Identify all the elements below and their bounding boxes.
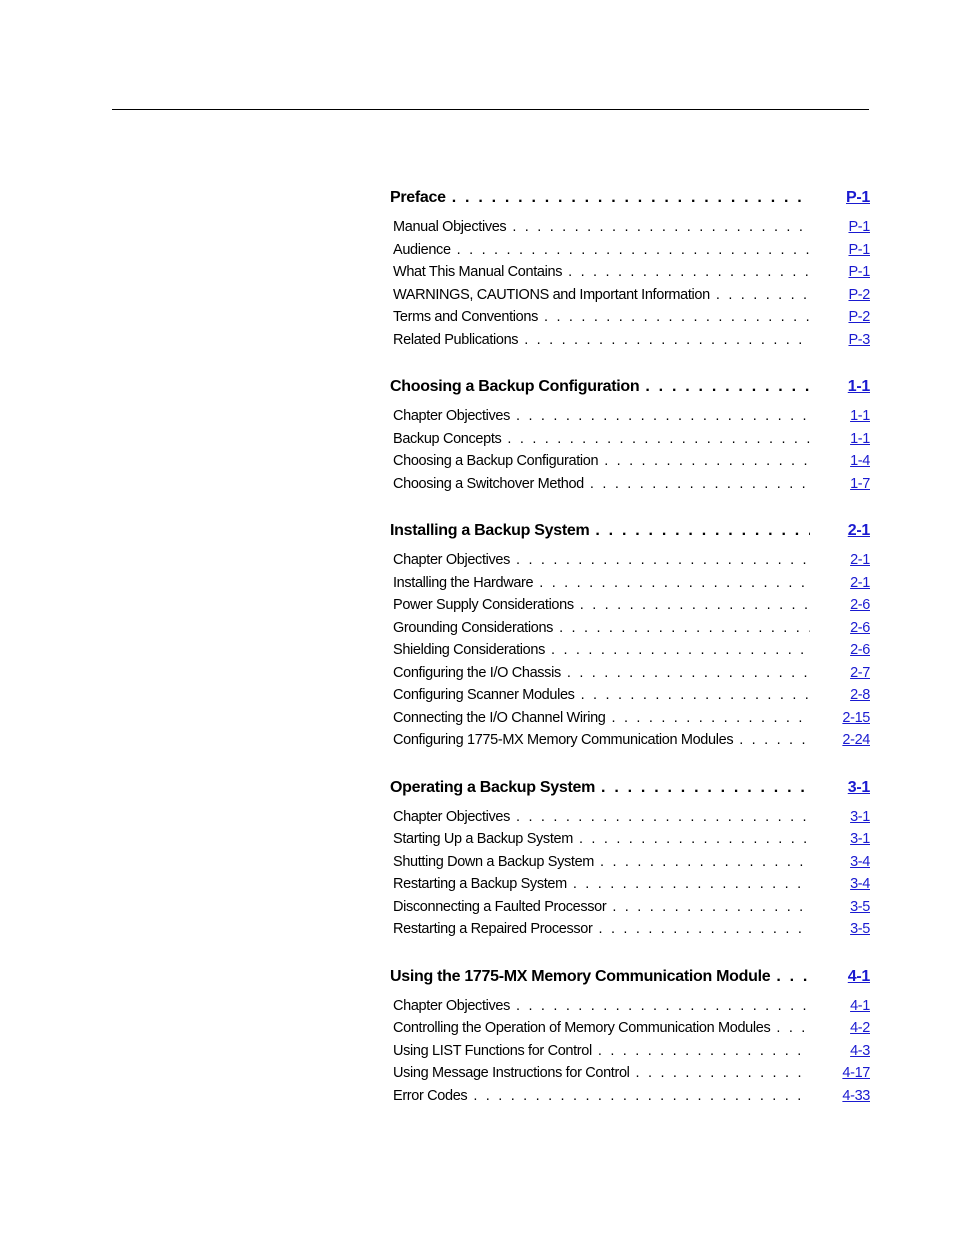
entry-title: WARNINGS, CAUTIONS and Important Information [393, 286, 710, 303]
entry-title: Audience [393, 241, 451, 258]
toc-entry[interactable] [390, 620, 870, 643]
chapter-page-link[interactable]: P-1 [846, 189, 870, 206]
toc-entry[interactable] [390, 1020, 870, 1043]
entry-title: Configuring 1775-MX Memory Communication Modules [393, 732, 734, 748]
entry-title: Related Publications [393, 331, 519, 348]
dot-leader [559, 620, 810, 636]
dot-leader [579, 831, 810, 847]
dot-leader [600, 854, 810, 870]
entry-page-link[interactable]: 2-1 [850, 574, 870, 591]
dot-leader [516, 809, 810, 825]
entry-page-link[interactable]: 2-7 [850, 664, 870, 681]
entry-title: Chapter Objectives [393, 808, 511, 825]
toc-chapter [390, 378, 870, 498]
header-rule [112, 109, 869, 110]
toc-entry[interactable] [390, 642, 870, 665]
toc-entry[interactable] [390, 287, 870, 310]
dot-leader [636, 1065, 810, 1081]
entry-title: Connecting the I/O Channel Wiring [393, 709, 606, 726]
dot-leader [590, 476, 810, 492]
entry-page-link[interactable]: 2-6 [850, 597, 870, 613]
dot-leader [580, 597, 810, 613]
entry-page-link[interactable]: P-1 [848, 219, 870, 235]
toc-entry[interactable] [390, 899, 870, 922]
entry-title: Chapter Objectives [393, 552, 511, 568]
entry-page-link[interactable]: P-1 [848, 241, 870, 258]
entry-title: Shutting Down a Backup System [393, 853, 595, 870]
dot-leader [612, 710, 810, 726]
entry-page-link[interactable]: P-2 [848, 309, 870, 325]
entry-title: Shielding Considerations [393, 642, 546, 658]
chapter-title: Installing a Backup System [390, 522, 590, 539]
entry-title: Using Message Instructions for Control [393, 1065, 630, 1081]
dot-leader [645, 378, 810, 396]
toc-entry[interactable] [390, 476, 870, 499]
dot-leader [739, 732, 810, 748]
dot-leader [567, 665, 810, 681]
dot-leader [516, 998, 810, 1014]
toc-entry[interactable] [390, 332, 870, 355]
dot-leader [539, 575, 810, 591]
chapter-page-link[interactable]: 1-1 [847, 378, 870, 395]
entry-title: Chapter Objectives [393, 997, 511, 1014]
entry-page-link[interactable]: 1-1 [850, 430, 870, 447]
toc-entry[interactable] [390, 575, 870, 598]
dot-leader [604, 453, 810, 469]
chapter-title: Preface [390, 189, 446, 206]
toc-entry[interactable] [390, 408, 870, 431]
entry-title: Controlling the Operation of Memory Communication Modules [393, 1020, 771, 1036]
entry-title: Power Supply Considerations [393, 597, 574, 613]
toc-entry[interactable] [390, 309, 870, 332]
chapter-page-link[interactable]: 2-1 [847, 522, 870, 539]
dot-leader [612, 899, 810, 915]
dot-leader [551, 642, 810, 658]
dot-leader [473, 1088, 810, 1104]
entry-page-link[interactable]: 3-4 [850, 853, 870, 870]
entry-page-link[interactable]: 3-5 [850, 921, 870, 937]
toc-chapter [390, 779, 870, 944]
dot-leader [516, 552, 810, 568]
toc-entry[interactable] [390, 854, 870, 877]
dot-leader [568, 264, 810, 280]
table-of-contents [390, 189, 870, 1134]
toc-entry[interactable] [390, 831, 870, 854]
entry-page-link[interactable]: 3-1 [850, 808, 870, 825]
entry-page-link[interactable]: 1-7 [850, 475, 870, 492]
toc-entry[interactable] [390, 219, 870, 242]
toc-chapter [390, 522, 870, 755]
entry-title: Installing the Hardware [393, 574, 534, 591]
entry-title: Restarting a Repaired Processor [393, 921, 593, 937]
entry-page-link[interactable]: 2-6 [850, 619, 870, 636]
entry-page-link[interactable]: 1-1 [850, 408, 870, 424]
chapter-heading[interactable] [390, 779, 870, 805]
toc-entry[interactable] [390, 732, 870, 755]
toc-chapter [390, 968, 870, 1111]
entry-title: Choosing a Switchover Method [393, 475, 584, 492]
dot-leader [716, 287, 810, 303]
entry-page-link[interactable]: 4-1 [850, 997, 870, 1014]
chapter-heading[interactable] [390, 378, 870, 404]
toc-entry[interactable] [390, 1088, 870, 1111]
entry-page-link[interactable]: 2-24 [842, 732, 870, 748]
entry-title: Using LIST Functions for Control [393, 1042, 592, 1059]
entry-page-link[interactable]: 3-4 [850, 876, 870, 892]
entry-title: Backup Concepts [393, 430, 502, 447]
entry-page-link[interactable]: P-2 [848, 286, 870, 303]
entry-page-link[interactable]: 1-4 [850, 453, 870, 469]
entry-page-link[interactable]: 2-1 [850, 552, 870, 568]
toc-entry[interactable] [390, 665, 870, 688]
chapter-heading[interactable] [390, 968, 870, 994]
toc-entry[interactable] [390, 710, 870, 733]
toc-entry[interactable] [390, 1043, 870, 1066]
dot-leader [573, 876, 810, 892]
entry-page-link[interactable]: 4-17 [842, 1065, 870, 1081]
toc-entry[interactable] [390, 552, 870, 575]
dot-leader [516, 408, 810, 424]
dot-leader [776, 968, 810, 986]
toc-entry[interactable] [390, 242, 870, 265]
dot-leader [507, 431, 810, 447]
dot-leader [544, 309, 810, 325]
toc-entry[interactable] [390, 921, 870, 944]
chapter-heading[interactable] [390, 189, 870, 215]
dot-leader [595, 522, 810, 540]
entry-page-link[interactable]: 3-1 [850, 831, 870, 847]
entry-page-link[interactable]: 2-15 [842, 709, 870, 726]
entry-page-link[interactable]: 3-5 [850, 898, 870, 915]
chapter-title: Using the 1775-MX Memory Communication Module [390, 967, 771, 985]
chapter-page-link[interactable]: 4-1 [847, 967, 870, 985]
entry-title: Starting Up a Backup System [393, 831, 573, 847]
toc-chapter [390, 189, 870, 354]
toc-entry[interactable] [390, 264, 870, 287]
toc-entry[interactable] [390, 998, 870, 1021]
entry-title: Manual Objectives [393, 219, 507, 235]
entry-title: Grounding Considerations [393, 619, 554, 636]
entry-title: Disconnecting a Faulted Processor [393, 898, 607, 915]
entry-title: Restarting a Backup System [393, 876, 567, 892]
dot-leader [581, 687, 810, 703]
entry-page-link[interactable]: 4-33 [842, 1087, 870, 1104]
toc-entry[interactable] [390, 876, 870, 899]
toc-entry[interactable] [390, 597, 870, 620]
entry-title: Choosing a Backup Configuration [393, 453, 599, 469]
dot-leader [601, 779, 810, 797]
entry-page-link[interactable]: 2-6 [850, 642, 870, 658]
chapter-title: Choosing a Backup Configuration [390, 378, 640, 395]
dot-leader [599, 921, 811, 937]
chapter-heading[interactable] [390, 522, 870, 548]
toc-entry[interactable] [390, 1065, 870, 1088]
toc-entry[interactable] [390, 431, 870, 454]
entry-page-link[interactable]: 4-3 [850, 1042, 870, 1059]
toc-entry[interactable] [390, 687, 870, 710]
entry-title: Configuring Scanner Modules [393, 687, 575, 703]
entry-page-link[interactable]: P-3 [848, 331, 870, 348]
chapter-page-link[interactable]: 3-1 [847, 778, 870, 796]
entry-title: Chapter Objectives [393, 408, 511, 424]
entry-page-link[interactable]: 2-8 [850, 687, 870, 703]
dot-leader [776, 1020, 810, 1036]
chapter-title: Operating a Backup System [390, 778, 596, 796]
dot-leader [524, 332, 810, 348]
entry-title: Error Codes [393, 1087, 468, 1104]
entry-page-link[interactable]: 4-2 [850, 1020, 870, 1036]
dot-leader [598, 1043, 810, 1059]
entry-title: What This Manual Contains [393, 264, 563, 280]
entry-title: Configuring the I/O Chassis [393, 664, 561, 681]
dot-leader [452, 189, 810, 207]
dot-leader [457, 242, 810, 258]
dot-leader [512, 219, 810, 235]
toc-entry[interactable] [390, 453, 870, 476]
toc-entry[interactable] [390, 809, 870, 832]
entry-page-link[interactable]: P-1 [848, 264, 870, 280]
entry-title: Terms and Conventions [393, 309, 538, 325]
